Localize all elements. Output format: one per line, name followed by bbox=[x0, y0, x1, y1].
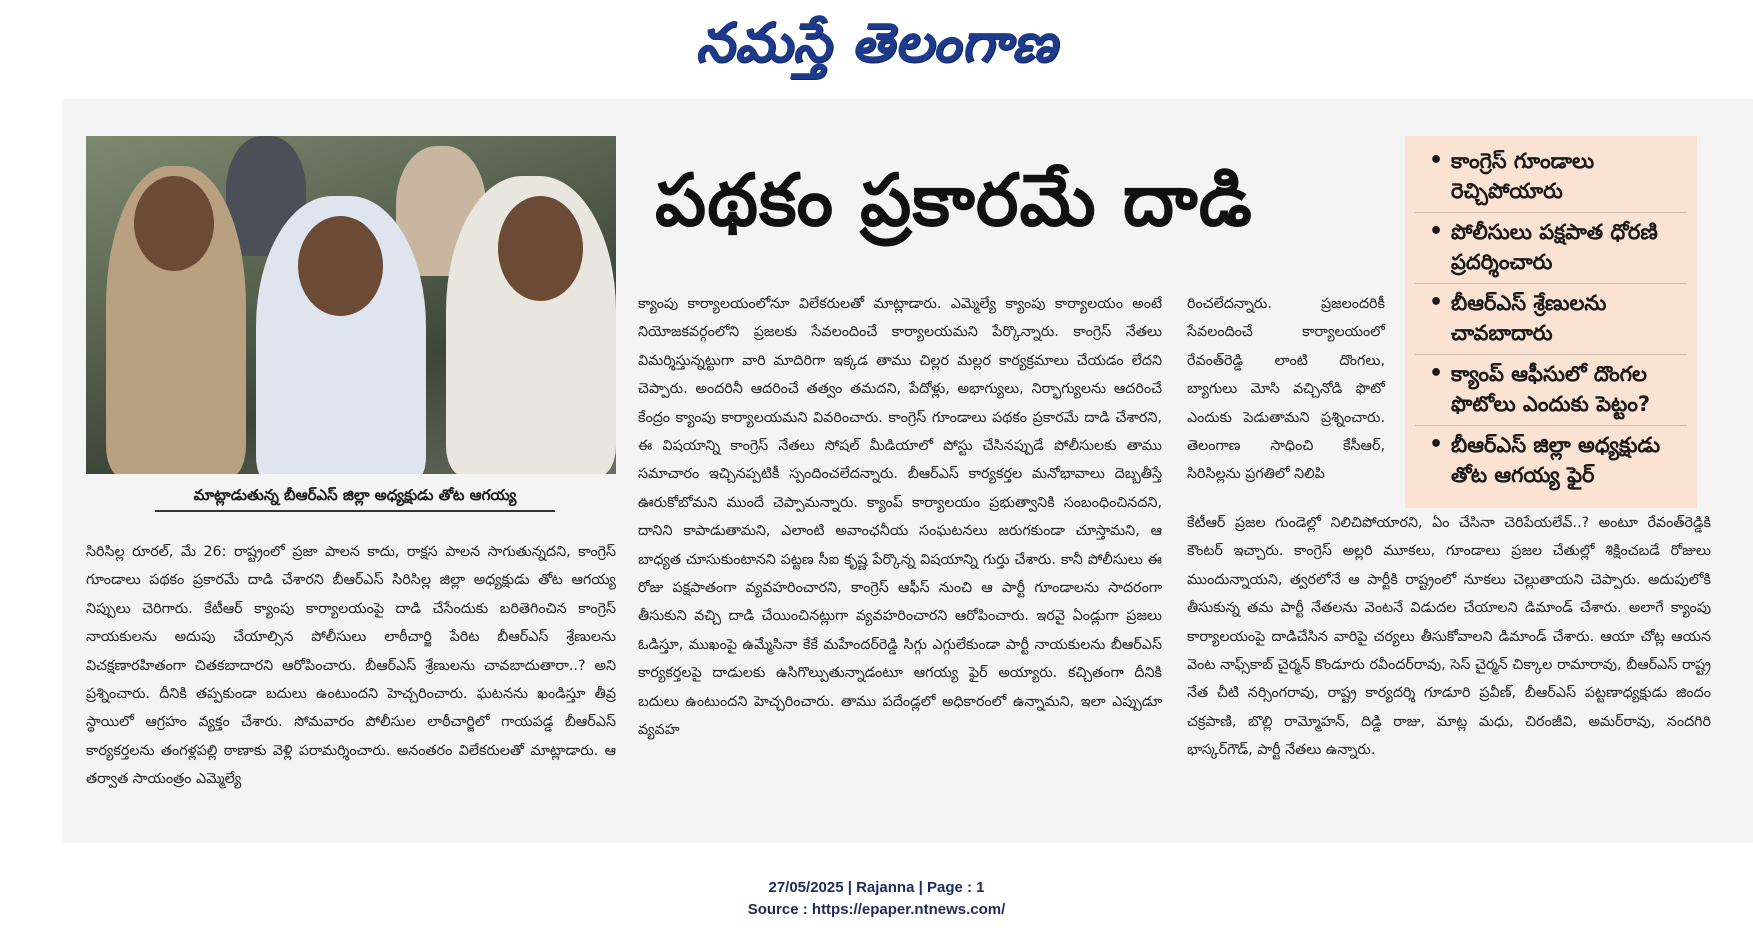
bullet-icon: • bbox=[1429, 219, 1444, 244]
bullet-icon: • bbox=[1429, 290, 1444, 315]
masthead-logo: నమస్తే తెలంగాణ bbox=[695, 10, 1058, 74]
footer-source-link[interactable]: Source : https://epaper.ntnews.com/ bbox=[747, 901, 1006, 918]
footer-date-edition: 27/05/2025 | Rajanna | Page : 1 bbox=[768, 879, 985, 896]
highlight-item: • బీఆర్ఎస్ జిల్లా అధ్యక్షుడు తోట ఆగయ్య ఫైర్ bbox=[1429, 432, 1661, 487]
highlight-item: • కాంగ్రెస్ గూండాలు రెచ్చిపోయారు bbox=[1415, 146, 1687, 213]
article-column-3-bottom: కేటీఆర్ ప్రజల గుండెల్లో నిలిచిపోయారని, ఏం చేసినా చెరిపేయలేవ్..? అంటూ రేవంత్‌రెడ్డికి కౌంటర్ ఇచ్చారు. కాంగ్రెస్ అల్లరి మూకలు, గూండాలు ప్రజల చేతుల్లో శిక్షించబడే రోజులు ముందున్నాయని, త్వరలోనే ఆ పార్టీకి రాష్ట్రంలో నూకలు చెల్లుతాయని చెప్పారు. అదుపులోకి తీసుకున్న తమ పార్టీ నేతలను వెంటనే విడుదల చేయాలని డిమాండ్ చేశారు. అలాగే క్యాంపు కార్యాలయంపై దాడిచేసిన వారిపై చర్యలు తీసుకోవాలని డిమాండ్ చేశారు. ఆయా చోట్ల ఆయన వెంట నాఫ్స్‌కాబ్ చైర్మన్ కొండూరు రవీందర్‌రావు, సెస్ చైర్మన్ చిక్కాల రామారావు, బీఆర్ఎస్ రాష్ట్ర నేత చీటి నర్సింగరావు, రాష్ట్ర కార్యదర్శి గూడూరి ప్రవీణ్, బీఆర్ఎస్ పట్టణాధ్యక్షుడు జిందం చక్రపాణి, బొల్లి రామ్మోహన్, దిడ్డి రాజు, మాట్ల మధు, చిరంజీవి, అమర్‌రావు, నందగిరి భాస్కర్‌గౌడ్, పార్టీ నేతలు ఉన్నారు. bbox=[1187, 515, 1711, 759]
headline: పథకం ప్రకారమే దాడి bbox=[655, 158, 1253, 242]
article-column-2: క్యాంపు కార్యాలయంలోనూ విలేకరులతో మాట్లాడారు. ఎమ్మెల్యే క్యాంపు కార్యాలయం అంటే నియోజకవర్గంలోని ప్రజలకు సేవలందించే కార్యాలయమని పేర్కొన్నారు. కాంగ్రెస్ నేతలు విమర్శిస్తున్నట్టుగా వారి మాదిరిగా ఇక్కడ తాము చిల్లర మల్లర కార్యక్రమాలు చేయడం లేదని చెప్పారు. అందరినీ ఆదరించే తత్వం తమదని, పేదోళ్లు, అభాగ్యులు, నిర్భాగ్యులను ఆదరించే కేంద్రం క్యాంపు కార్యాలయమని వివరించారు. కాంగ్రెస్ గూండాలు పథకం ప్రకారమే దాడి చేశారని, ఈ విషయాన్ని కాంగ్రెస్ నేతలు సోషల్ మీడియాలో పోస్టు చేసినప్పుడే పోలీసులకు తాము సమాచారం ఇచ్చినప్పటికీ స్పందించలేదన్నారు. బీఆర్ఎస్ కార్యకర్తల మనోభావాలు దెబ్బతీస్తే ఊరుకోబోమని ముందే చెప్పామన్నారు. క్యాంప్ కార్యాలయం ప్రభుత్వానికి సంబంధించినదని, దానిని కాపాడుతామని, ఎలాంటి అవాంఛనీయ సంఘటనలు జరుగకుండా చూస్తామని, ఆ బాధ్యత చూసుకుంటానని పట్టణ సీఐ కృష్ణ పేర్కొన్న విషయాన్ని గుర్తు చేశారు. కానీ పోలీసులు ఈ రోజు పక్షపాతంగా వ్యవహరించారని, కాంగ్రెస్ ఆఫీస్ నుంచి ఆ పార్టీ గూండాలను సాదరంగా తీసుకుని వచ్చి దాడి చేయించినట్లుగా వ్యవహరించారని ఆరోపించారు. ఇరవై ఏండ్లుగా ప్రజలు ఓడిస్తూ, ముఖంపై ఉమ్మేసినా కేకే మహేందర్‌రెడ్డి సిగ్గు ఎగ్గులేకుండా పార్టీ నాయకులను బీఆర్ఎస్ కార్యకర్తలపై దాడులకు ఉసిగొల్పుతున్నాడంటూ ఆగయ్య ఫైర్ అయ్యారు. కచ్చితంగా దీనికి బదులు ఉంటుందని హెచ్చరించారు. తాము పదేండ్లలో అధికారంలో ఉన్నామని, ఇలా ఎప్పుడూ వ్యవహ bbox=[638, 296, 1162, 739]
bullet-icon: • bbox=[1429, 361, 1444, 386]
highlight-item: • క్యాంప్ ఆఫీసులో దొంగల ఫొటోలు ఎందుకు పెట్టం? bbox=[1415, 359, 1687, 426]
article-column-1: సిరిసిల్ల రూరల్, మే 26: రాష్ట్రంలో ప్రజా పాలన కాదు, రాక్షస పాలన సాగుతున్నదని, కాంగ్రెస్ గూండాలు పథకం ప్రకారమే దాడి చేశారని బీఆర్ఎస్ సిరిసిల్ల జిల్లా అధ్యక్షుడు తోట ఆగయ్య నిప్పులు చెరిగారు. కేటీఆర్ క్యాంపు కార్యాలయంపై దాడి చేసేందుకు బరితెగించిన కాంగ్రెస్ నాయకులను అదుపు చేయాల్సిన పోలీసులు లాఠీచార్జి పేరిట బీఆర్ఎస్ శ్రేణులను విచక్షణారహితంగా చితకబాదారని ఆరోపించారు. బీఆర్ఎస్ శ్రేణులను చావబాదుతారా..? అని ప్రశ్నించారు. దీనికి తప్పకుండా బదులు ఉంటుందని హెచ్చరించారు. ఘటనను ఖండిస్తూ తీవ్ర స్థాయిలో ఆగ్రహం వ్యక్తం చేశారు. సోమవారం పోలీసుల లాఠీచార్జిలో గాయపడ్డ బీఆర్ఎస్ కార్యకర్తలను తంగళ్లపల్లి ఠాణాకు వెళ్లి పరామర్శించారు. అనంతరం విలేకరులతో మాట్లాడారు. ఆ తర్వాత సాయంత్రం ఎమ్మెల్యే bbox=[86, 544, 616, 788]
highlight-item: • బీఆర్ఎస్ శ్రేణులను చావబాదారు bbox=[1415, 288, 1687, 355]
highlights-box bbox=[1405, 136, 1697, 508]
highlight-item: • పోలీసులు పక్షపాత ధోరణి ప్రదర్శించారు bbox=[1415, 217, 1687, 284]
bullet-icon: • bbox=[1429, 148, 1444, 173]
article-column-3-top: రించలేదన్నారు. ప్రజలందరికీ సేవలందించే కార్యాలయంలో రేవంత్‌రెడ్డి లాంటి దొంగలు, బ్యాగులు మోసి వచ్చినోడి ఫొటో ఎందుకు పెడుతామని ప్రశ్నించారు. తెలంగాణ సాధించి కేసీఆర్, సిరిసిల్లను ప్రగతిలో నిలిపి bbox=[1187, 296, 1385, 483]
bullet-icon: • bbox=[1429, 432, 1444, 457]
photo-caption: మాట్లాడుతున్న బీఆర్ఎస్ జిల్లా అధ్యక్షుడు తోట ఆగయ్య bbox=[155, 486, 555, 512]
news-photo bbox=[86, 136, 616, 474]
